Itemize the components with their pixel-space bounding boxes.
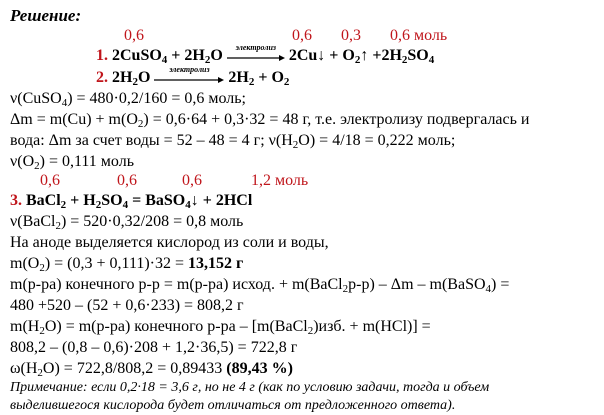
calc-line-2: $\Delta m = m(Cu) + m(O_2) = 0,6\cdot 64 + 0,3\cdot 32 = 48$ г, т.е. электролизу подвергалась и: [10, 111, 530, 130]
eq3-number: 3.: [10, 192, 22, 209]
equation-1: 1. 2CuSO$_4$ + $2H_2O$ электролиз 2Cu↓ + $O_2↑ +2H_2SO_4$: [96, 43, 435, 66]
eq2-number: 2.: [96, 69, 108, 86]
eq1-arrow: [227, 43, 285, 61]
equation-3: 3. BaCl$_2$ + $H_2SO_4$ = BaSO$_4$↓ + 2HCl: [10, 192, 253, 211]
calc-line-8: m(р-ра) конечного р-р = m(р-ра) исход. + m(BaCl$_2$р-р) – Δm – m(BaSO$_4$) =: [10, 276, 510, 295]
calc-line-11: 808,2 – (0,8 – 0,6)·208 + 1,2·36,5) = 722,8 г: [10, 339, 298, 356]
eq3-coeff-hcl: 1,2 моль: [251, 172, 309, 189]
calc-line-1: ν(CuSO$_4$) = 480·0,2/160 = 0,6 моль;: [10, 90, 246, 109]
eq3-coeff-baso4: 0,6: [182, 172, 202, 189]
eq2-arrow: [154, 65, 224, 83]
calc-line-4: $\nu(O_2) = 0,111$ моль: [10, 153, 134, 172]
calc-line-12: $\omega(H_2O) = 722,8/808,2 = 0,89433$ (89,43 %): [10, 360, 293, 379]
eq1-coeff-cu: 0,6: [292, 27, 312, 44]
note-line-1: Примечание: если 0,2·18 = 3,6 г, но не 4 г (как по условию задачи, тогда и объем: [10, 380, 490, 395]
calc-line-5: ν(BaCl$_2$) = 520·0,32/208 = 0,8 моль: [10, 213, 244, 232]
calc-line-9: 480 +520 – (52 + 0,6·233) = 808,2 г: [10, 297, 244, 314]
equation-2: 2. $2H_2O$ электролиз $2H_2 + O_2$: [96, 65, 290, 88]
mass-fraction-result: (89,43 %): [226, 360, 293, 377]
eq1-arrow-label: электролиз: [235, 43, 277, 53]
eq1-coeff-h2so4: 0,6 моль: [390, 27, 448, 44]
calc-line-3: вода: Δm за счет воды = 52 – 48 = 4 г; $\nu(H_2O) = 4/18 = 0,222$ моль;: [10, 132, 456, 151]
eq3-coeff-h2so4: 0,6: [117, 172, 137, 189]
eq2-arrow-label: электролиз: [169, 65, 210, 75]
eq3-coeff-bacl2: 0,6: [40, 172, 60, 189]
arrow-right-icon: [154, 77, 224, 83]
oxygen-mass-result: 13,152 г: [188, 255, 244, 272]
calc-line-10: $m(H_2O) = m(р-ра)$ конечного р-ра – [m(BaCl$_2$)изб. + m(HCl)] =: [10, 318, 431, 337]
calc-line-7: $m(O_2) = (0,3 + 0,111)\cdot 32 = 13,152$ г: [10, 255, 244, 274]
solution-title: Решение:: [10, 6, 82, 25]
arrow-right-icon: [227, 55, 285, 61]
calc-line-6: На аноде выделяется кислород из соли и воды,: [10, 234, 329, 251]
eq1-coeff-o2: 0,3: [341, 27, 361, 44]
eq1-coeff-cuso4: 0,6: [124, 27, 144, 44]
note-line-2: выделившегося кислорода будет отличаться от предложенного ответа).: [10, 398, 456, 413]
eq1-number: 1.: [96, 47, 108, 64]
